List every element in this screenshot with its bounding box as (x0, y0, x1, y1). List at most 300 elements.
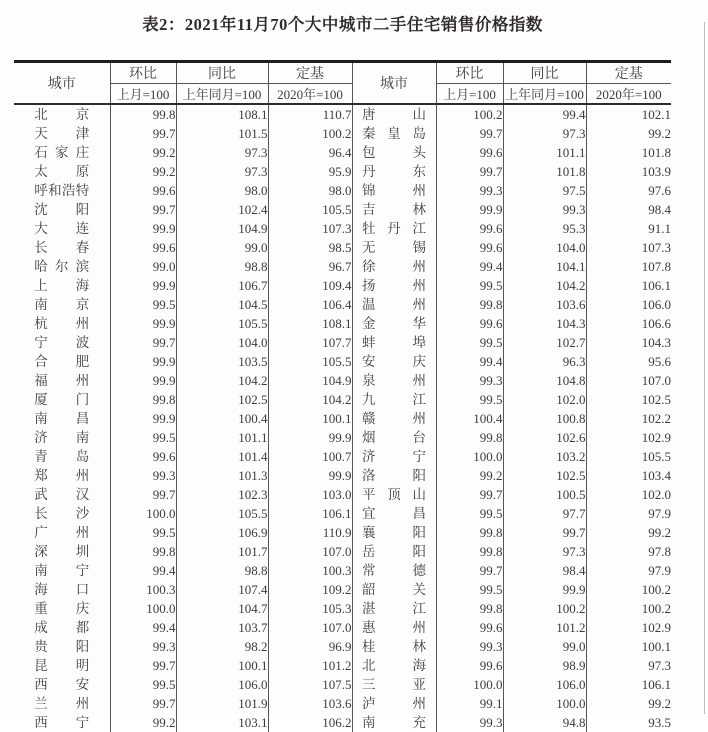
city-name: 大连 (34, 221, 90, 236)
cell-mom-left: 99.8 (110, 104, 176, 124)
city-name: 南京 (34, 297, 90, 312)
cell-yoy-left: 103.7 (176, 618, 268, 637)
cell-yoy-right: 100.0 (503, 694, 586, 713)
header-city-right: 城市 (352, 62, 436, 105)
cell-city-left (14, 713, 110, 732)
cell-base-right: 91.1 (648, 220, 671, 236)
table-row (14, 333, 671, 352)
cell-mom-left: 99.8 (110, 542, 176, 561)
header-base-right: 定基 (586, 62, 671, 84)
table-row (14, 485, 671, 504)
header-yoy-left: 同比 (176, 62, 268, 84)
cell-base-right: 97.8 (648, 543, 671, 559)
city-name: 蚌埠 (362, 335, 426, 350)
cell-base-left: 106.1 (268, 504, 352, 523)
cell-base-left: 104.2 (268, 390, 352, 409)
cell-mom-right: 99.5 (436, 276, 503, 295)
city-name: 海口 (34, 582, 90, 597)
city-name: 长春 (34, 240, 90, 255)
cell-city-left (14, 333, 110, 352)
cell-yoy-right: 94.8 (503, 713, 586, 732)
cell-city-left (14, 200, 110, 219)
cell-mom-right: 99.6 (436, 143, 503, 162)
cell-city-left (14, 314, 110, 333)
cell-base-left: 100.1 (268, 409, 352, 428)
cell-mom-right: 99.5 (436, 390, 503, 409)
cell-mom-left: 99.5 (110, 428, 176, 447)
cell-mom-right: 99.6 (436, 656, 503, 675)
cell-city-right (352, 276, 436, 295)
cell-mom-right: 100.4 (436, 409, 503, 428)
cell-city-left (14, 104, 110, 124)
city-name: 深圳 (34, 544, 90, 559)
city-name: 安庆 (362, 354, 426, 369)
cell-base-left: 109.4 (268, 276, 352, 295)
cell-base-left: 96.7 (268, 257, 352, 276)
cell-yoy-left: 105.5 (176, 314, 268, 333)
cell-yoy-left: 104.9 (176, 219, 268, 238)
cell-yoy-left: 101.7 (176, 542, 268, 561)
cell-yoy-left: 98.8 (176, 257, 268, 276)
city-name: 秦皇岛 (362, 126, 426, 141)
cell-base-left: 109.2 (268, 580, 352, 599)
cell-city-left (14, 466, 110, 485)
header-base-left: 定基 (268, 62, 352, 84)
cell-yoy-left: 99.0 (176, 238, 268, 257)
city-name: 北京 (34, 107, 90, 122)
cell-yoy-right: 102.7 (503, 333, 586, 352)
cell-yoy-right: 102.0 (503, 390, 586, 409)
cell-base-right: 106.1 (641, 676, 671, 692)
cell-mom-left: 99.7 (110, 333, 176, 352)
city-name: 呼和浩特 (34, 183, 90, 198)
cell-yoy-left: 98.8 (176, 561, 268, 580)
city-name: 贵阳 (34, 639, 90, 654)
subheader-yoy-right: 上年同月=100 (503, 84, 586, 105)
cell-base-right: 100.2 (641, 581, 671, 597)
cell-city-left (14, 428, 110, 447)
table-row (14, 390, 671, 409)
cell-mom-left: 99.7 (110, 124, 176, 143)
cell-city-right (352, 694, 436, 713)
subheader-mom-left: 上月=100 (110, 84, 176, 105)
table-row (14, 656, 671, 675)
cell-base-left: 96.9 (268, 637, 352, 656)
cell-mom-right: 99.5 (436, 333, 503, 352)
city-name: 扬州 (362, 278, 426, 293)
page-edge-line (704, 22, 705, 714)
cell-base-right: 102.9 (641, 429, 671, 445)
table-row (14, 143, 671, 162)
city-name: 哈尔滨 (34, 259, 90, 274)
cell-base-right: 100.2 (641, 600, 671, 616)
cell-yoy-left: 100.4 (176, 409, 268, 428)
table-row (14, 124, 671, 143)
cell-base-right: 97.9 (648, 562, 671, 578)
cell-base-left: 107.0 (268, 618, 352, 637)
cell-mom-right: 100.2 (436, 104, 503, 124)
cell-mom-left: 99.6 (110, 181, 176, 200)
cell-mom-left: 99.2 (110, 143, 176, 162)
cell-yoy-left: 98.0 (176, 181, 268, 200)
city-name: 济南 (34, 430, 90, 445)
cell-mom-left: 99.7 (110, 694, 176, 713)
cell-mom-left: 99.9 (110, 314, 176, 333)
table-row (14, 466, 671, 485)
table-row (14, 104, 671, 124)
cell-yoy-left: 97.3 (176, 143, 268, 162)
city-name: 牡丹江 (362, 221, 426, 236)
cell-base-right: 104.3 (641, 334, 671, 350)
city-name: 宁波 (34, 335, 90, 350)
cell-city-right (352, 200, 436, 219)
cell-base-right: 97.9 (648, 505, 671, 521)
cell-mom-right: 99.6 (436, 314, 503, 333)
cell-yoy-left: 104.0 (176, 333, 268, 352)
cell-yoy-left: 106.0 (176, 675, 268, 694)
cell-city-right (352, 314, 436, 333)
table-row (14, 504, 671, 523)
cell-yoy-left: 102.5 (176, 390, 268, 409)
table-row (14, 713, 671, 732)
cell-city-left (14, 162, 110, 181)
city-name: 长沙 (34, 506, 90, 521)
table-row (14, 428, 671, 447)
cell-city-left (14, 124, 110, 143)
city-name: 兰州 (34, 696, 90, 711)
cell-city-left (14, 542, 110, 561)
cell-base-left: 107.3 (268, 219, 352, 238)
cell-yoy-left: 106.9 (176, 523, 268, 542)
cell-yoy-right: 97.5 (503, 181, 586, 200)
cell-mom-left: 99.3 (110, 637, 176, 656)
cell-yoy-right: 103.2 (503, 447, 586, 466)
city-name: 洛阳 (362, 468, 426, 483)
cell-city-left (14, 523, 110, 542)
cell-city-right (352, 219, 436, 238)
cell-city-right (352, 162, 436, 181)
table-row (14, 371, 671, 390)
cell-yoy-right: 99.4 (503, 104, 586, 124)
table-row (14, 561, 671, 580)
cell-yoy-right: 101.8 (503, 162, 586, 181)
cell-base-left: 105.5 (268, 352, 352, 371)
cell-base-left: 107.0 (268, 542, 352, 561)
cell-base-right: 102.1 (641, 106, 671, 122)
cell-city-right (352, 238, 436, 257)
cell-mom-left: 99.7 (110, 485, 176, 504)
cell-yoy-left: 104.7 (176, 599, 268, 618)
city-name: 泸州 (362, 696, 426, 711)
cell-yoy-left: 106.7 (176, 276, 268, 295)
cell-mom-right: 99.8 (436, 523, 503, 542)
cell-base-left: 103.0 (268, 485, 352, 504)
city-name: 南宁 (34, 563, 90, 578)
city-name: 金华 (362, 316, 426, 331)
cell-mom-right: 99.3 (436, 637, 503, 656)
cell-base-right: 107.0 (641, 372, 671, 388)
table-row (14, 580, 671, 599)
cell-city-right (352, 675, 436, 694)
cell-mom-left: 99.5 (110, 523, 176, 542)
city-name: 襄阳 (362, 525, 426, 540)
cell-city-right (352, 656, 436, 675)
cell-mom-left: 99.9 (110, 219, 176, 238)
cell-mom-right: 99.7 (436, 485, 503, 504)
cell-yoy-right: 95.3 (503, 219, 586, 238)
cell-mom-right: 99.7 (436, 561, 503, 580)
cell-base-left: 99.9 (268, 428, 352, 447)
cell-mom-right: 99.4 (436, 257, 503, 276)
cell-city-left (14, 618, 110, 637)
cell-city-right (352, 124, 436, 143)
cell-yoy-right: 98.4 (503, 561, 586, 580)
cell-city-right (352, 618, 436, 637)
city-name: 南充 (362, 715, 426, 730)
cell-mom-left: 99.4 (110, 618, 176, 637)
cell-yoy-left: 104.5 (176, 295, 268, 314)
cell-city-left (14, 295, 110, 314)
table-row (14, 447, 671, 466)
cell-city-right (352, 523, 436, 542)
cell-mom-right: 99.6 (436, 618, 503, 637)
cell-mom-right: 99.5 (436, 580, 503, 599)
cell-yoy-left: 102.3 (176, 485, 268, 504)
cell-city-left (14, 694, 110, 713)
cell-mom-right: 99.3 (436, 371, 503, 390)
city-name: 岳阳 (362, 544, 426, 559)
cell-city-left (14, 276, 110, 295)
cell-city-right (352, 637, 436, 656)
cell-base-right: 107.8 (641, 258, 671, 274)
cell-base-right: 102.0 (641, 486, 671, 502)
cell-base-left: 96.4 (268, 143, 352, 162)
table-row (14, 219, 671, 238)
cell-yoy-right: 98.9 (503, 656, 586, 675)
city-name: 徐州 (362, 259, 426, 274)
cell-city-right (352, 371, 436, 390)
cell-yoy-right: 99.3 (503, 200, 586, 219)
city-name: 上海 (34, 278, 90, 293)
cell-base-right: 97.6 (648, 182, 671, 198)
city-name: 济宁 (362, 449, 426, 464)
cell-mom-right: 99.7 (436, 124, 503, 143)
cell-base-right: 106.6 (641, 315, 671, 331)
cell-mom-right: 99.3 (436, 713, 503, 732)
cell-base-right: 106.1 (641, 277, 671, 293)
cell-city-right (352, 447, 436, 466)
cell-yoy-left: 101.5 (176, 124, 268, 143)
cell-city-left (14, 580, 110, 599)
cell-base-right: 102.2 (641, 410, 671, 426)
table-row (14, 238, 671, 257)
cell-base-right: 103.4 (641, 467, 671, 483)
cell-city-right (352, 561, 436, 580)
cell-yoy-left: 97.3 (176, 162, 268, 181)
cell-base-left: 110.9 (268, 523, 352, 542)
city-name: 包头 (362, 145, 426, 160)
city-name: 锦州 (362, 183, 426, 198)
header-city-left: 城市 (14, 62, 110, 105)
cell-base-left: 105.3 (268, 599, 352, 618)
cell-city-left (14, 390, 110, 409)
cell-yoy-right: 101.1 (503, 143, 586, 162)
city-name: 惠州 (362, 620, 426, 635)
cell-yoy-right: 104.3 (503, 314, 586, 333)
cell-mom-right: 99.2 (436, 466, 503, 485)
cell-base-left: 107.5 (268, 675, 352, 694)
cell-base-left: 106.4 (268, 295, 352, 314)
city-name: 无锡 (362, 240, 426, 255)
city-name: 重庆 (34, 601, 90, 616)
cell-city-right (352, 409, 436, 428)
subheader-base-left: 2020年=100 (268, 84, 352, 105)
cell-mom-right: 99.4 (436, 352, 503, 371)
table-row (14, 352, 671, 371)
cell-city-right (352, 333, 436, 352)
cell-city-left (14, 675, 110, 694)
table-row (14, 200, 671, 219)
cell-base-right: 102.9 (641, 619, 671, 635)
city-name: 赣州 (362, 411, 426, 426)
cell-yoy-left: 101.3 (176, 466, 268, 485)
cell-yoy-left: 98.2 (176, 637, 268, 656)
cell-mom-right: 99.1 (436, 694, 503, 713)
cell-city-right (352, 485, 436, 504)
cell-city-left (14, 181, 110, 200)
cell-yoy-left: 103.5 (176, 352, 268, 371)
cell-base-left: 104.9 (268, 371, 352, 390)
table-row (14, 542, 671, 561)
cell-base-right: 102.5 (641, 391, 671, 407)
cell-mom-left: 99.9 (110, 352, 176, 371)
cell-city-right (352, 580, 436, 599)
city-name: 丹东 (362, 164, 426, 179)
cell-mom-right: 100.0 (436, 675, 503, 694)
cell-city-right (352, 104, 436, 124)
header-mom-left: 环比 (110, 62, 176, 84)
city-name: 石家庄 (34, 145, 90, 160)
cell-yoy-left: 108.1 (176, 104, 268, 124)
cell-city-right (352, 713, 436, 732)
table-row (14, 409, 671, 428)
header-yoy-right: 同比 (503, 62, 586, 84)
cell-base-right: 105.5 (641, 448, 671, 464)
cell-base-left: 100.2 (268, 124, 352, 143)
cell-yoy-right: 100.5 (503, 485, 586, 504)
cell-yoy-right: 104.8 (503, 371, 586, 390)
cell-mom-left: 99.0 (110, 257, 176, 276)
cell-base-left: 100.7 (268, 447, 352, 466)
cell-yoy-left: 102.4 (176, 200, 268, 219)
city-name: 昆明 (34, 658, 90, 673)
table-row (14, 675, 671, 694)
cell-city-left (14, 504, 110, 523)
cell-mom-right: 99.3 (436, 181, 503, 200)
table-row (14, 637, 671, 656)
cell-mom-right: 99.5 (436, 504, 503, 523)
cell-yoy-right: 102.5 (503, 466, 586, 485)
city-name: 三亚 (362, 677, 426, 692)
cell-city-left (14, 238, 110, 257)
city-name: 九江 (362, 392, 426, 407)
city-name: 福州 (34, 373, 90, 388)
cell-yoy-left: 100.1 (176, 656, 268, 675)
cell-yoy-left: 105.5 (176, 504, 268, 523)
cell-yoy-left: 104.2 (176, 371, 268, 390)
table-row (14, 314, 671, 333)
cell-city-left (14, 599, 110, 618)
city-name: 西安 (34, 677, 90, 692)
cell-mom-left: 100.3 (110, 580, 176, 599)
table-header (14, 62, 671, 105)
cell-mom-right: 99.9 (436, 200, 503, 219)
cell-mom-left: 99.5 (110, 675, 176, 694)
cell-city-right (352, 599, 436, 618)
cell-mom-left: 100.0 (110, 599, 176, 618)
table-row (14, 295, 671, 314)
cell-base-left: 98.5 (268, 238, 352, 257)
cell-yoy-right: 99.9 (503, 580, 586, 599)
city-name: 沈阳 (34, 202, 90, 217)
cell-yoy-left: 101.1 (176, 428, 268, 447)
table-row (14, 618, 671, 637)
cell-city-left (14, 656, 110, 675)
subheader-yoy-left: 上年同月=100 (176, 84, 268, 105)
cell-yoy-right: 97.3 (503, 542, 586, 561)
table-row (14, 257, 671, 276)
table-row (14, 276, 671, 295)
cell-city-right (352, 181, 436, 200)
city-name: 吉林 (362, 202, 426, 217)
table-row (14, 181, 671, 200)
city-name: 韶关 (362, 582, 426, 597)
cell-yoy-right: 106.0 (503, 675, 586, 694)
cell-base-right: 99.2 (648, 125, 671, 141)
cell-city-right (352, 542, 436, 561)
cell-base-left: 103.6 (268, 694, 352, 713)
cell-city-right (352, 257, 436, 276)
cell-base-right: 106.0 (641, 296, 671, 312)
cell-city-left (14, 371, 110, 390)
cell-city-left (14, 257, 110, 276)
city-name: 天津 (34, 126, 90, 141)
city-name: 烟台 (362, 430, 426, 445)
cell-base-right: 99.2 (648, 524, 671, 540)
city-name: 南昌 (34, 411, 90, 426)
cell-yoy-right: 102.6 (503, 428, 586, 447)
cell-mom-left: 99.8 (110, 390, 176, 409)
cell-base-right: 95.6 (648, 353, 671, 369)
cell-city-left (14, 561, 110, 580)
cell-mom-left: 99.2 (110, 713, 176, 732)
cell-yoy-left: 107.4 (176, 580, 268, 599)
city-name: 泉州 (362, 373, 426, 388)
cell-city-left (14, 219, 110, 238)
cell-base-right: 101.8 (641, 144, 671, 160)
cell-yoy-left: 101.9 (176, 694, 268, 713)
table-row (14, 599, 671, 618)
cell-city-left (14, 409, 110, 428)
cell-yoy-right: 104.2 (503, 276, 586, 295)
cell-base-right: 100.1 (641, 638, 671, 654)
cell-base-left: 110.7 (268, 104, 352, 124)
cell-city-right (352, 295, 436, 314)
cell-yoy-right: 100.8 (503, 409, 586, 428)
city-name: 温州 (362, 297, 426, 312)
city-name: 北海 (362, 658, 426, 673)
city-name: 太原 (34, 164, 90, 179)
